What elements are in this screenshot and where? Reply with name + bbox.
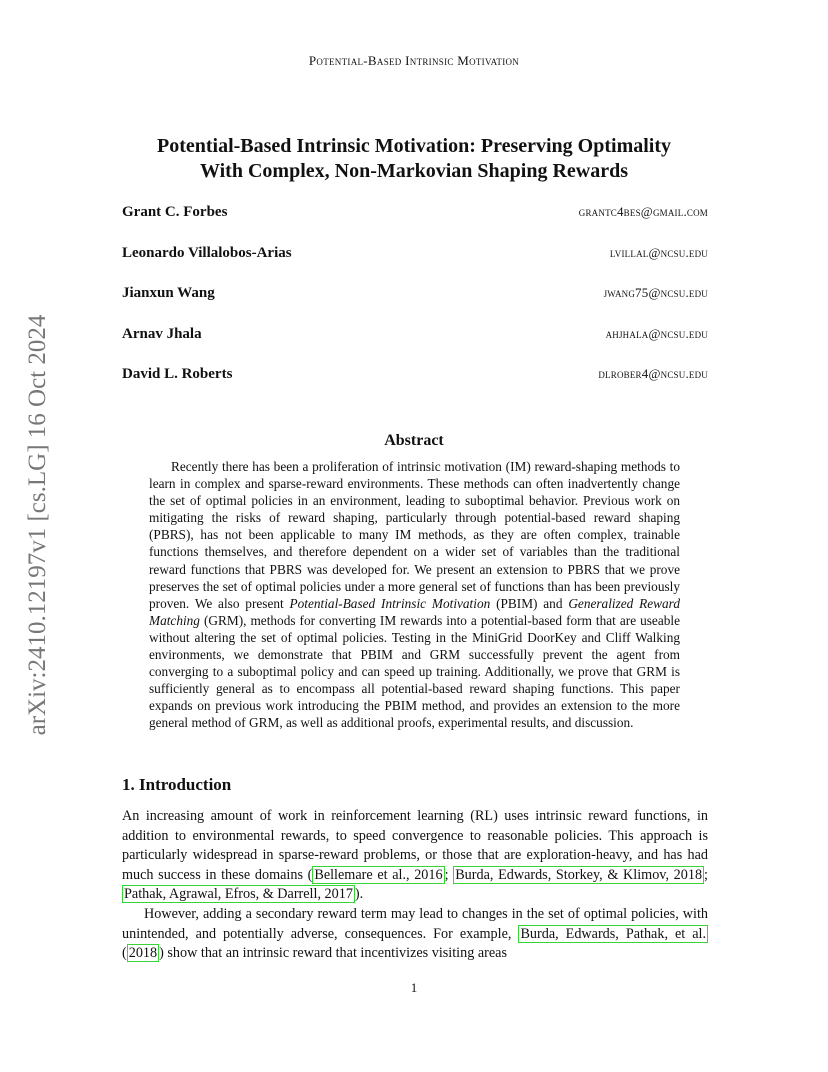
author-email: dlrober4@ncsu.edu bbox=[598, 366, 708, 381]
abstract-part-1: Recently there has been a proliferation of intrinsic motivation (IM) reward-shaping methods to learn in complex and sparse-reward environments. These methods can often inadvertently change the set of optimal policies in an environment, leading to suboptimal behavior. Previous work on mitigating the risks of reward shaping, particularly through potential-based reward shaping (PBRS), has not been applicable to many IM methods, as they are often complex, trainable functions themselves, and therefore dependent on a wider set of variables than the traditional reward functions that PBRS was developed for. We present an extension to PBRS that we prove preserves the set of optimal policies under a more general set of functions than has been previously proven. We also present bbox=[149, 459, 680, 611]
intro-paragraph-2 bbox=[122, 905, 708, 964]
citation-link[interactable]: 2018 bbox=[128, 945, 158, 962]
author-row bbox=[122, 366, 708, 407]
citation-separator: ; bbox=[444, 866, 454, 883]
citation-separator: ; bbox=[704, 866, 708, 883]
intro-text: ) show that an intrinsic reward that incentivizes visiting areas bbox=[159, 945, 507, 962]
intro-text: However, adding a secondary reward term may lead to changes in the set of optimal policies, with unintended, and potentially adverse, consequences. For example, bbox=[122, 905, 708, 942]
author-name: Grant C. Forbes bbox=[122, 204, 228, 220]
intro-text: ). bbox=[354, 886, 364, 903]
title-line-1: Potential-Based Intrinsic Motivation: Preserving Optimality bbox=[156, 135, 672, 157]
title-line-2: With Complex, Non-Markovian Shaping Rewards bbox=[199, 160, 629, 182]
author-list bbox=[122, 204, 708, 407]
author-email: grantc4bes@gmail.com bbox=[578, 204, 708, 219]
arxiv-identifier: arXiv:2410.12197v1 [cs.LG] 16 Oct 2024 bbox=[24, 314, 51, 736]
abstract-emphasis-grm: Generalized Reward Matching bbox=[149, 595, 681, 628]
citation-link[interactable]: Burda, Edwards, Storkey, & Klimov, 2018 bbox=[455, 866, 703, 883]
abstract-emphasis-pbim: Potential-Based Intrinsic Motivation bbox=[289, 595, 491, 611]
abstract-part-3: (GRM), methods for converting IM rewards into a potential-based form that are useable without altering the set of optimal policies. Testing in the MiniGrid DoorKey and Cliff Walking environments, we demonstrate that PBIM and GRM successfully prevent the agent from converging to a suboptimal policy and can speed up training. Additionally, we prove that GRM is sufficiently general as to encompass all potential-based reward shaping functions. This paper expands on previous work introducing the PBIM method, and provides an extension to the more general method of GRM, as well as additional proofs, experimental results, and discussion. bbox=[149, 612, 680, 731]
section-heading-introduction: 1. Introduction bbox=[122, 775, 232, 794]
abstract-heading: Abstract bbox=[384, 432, 444, 449]
abstract-text bbox=[149, 458, 680, 732]
intro-text: An increasing amount of work in reinforcement learning (RL) uses intrinsic reward functions, in addition to environmental rewards, to speed convergence to reasonable policies. This approach is particularly widespread in sparse-reward problems, or those that are exploration-heavy, and has had much success in these domains ( bbox=[122, 808, 708, 883]
author-name: David L. Roberts bbox=[122, 366, 233, 382]
author-row bbox=[122, 245, 708, 286]
author-row bbox=[122, 326, 708, 367]
citation-link[interactable]: Pathak, Agrawal, Efros, & Darrell, 2017 bbox=[124, 886, 353, 903]
intro-paragraph-1 bbox=[122, 807, 708, 905]
author-row bbox=[122, 285, 708, 326]
author-email: ahjhala@ncsu.edu bbox=[605, 325, 708, 341]
author-name: Arnav Jhala bbox=[122, 325, 202, 342]
author-name: Jianxun Wang bbox=[122, 285, 215, 301]
author-name: Leonardo Villalobos-Arias bbox=[122, 244, 292, 261]
author-row bbox=[122, 204, 708, 245]
intro-text: ( bbox=[122, 945, 127, 962]
introduction-body bbox=[122, 807, 708, 964]
abstract-part-2: (PBIM) and bbox=[490, 595, 569, 611]
paper-title bbox=[110, 134, 718, 184]
author-email: jwang75@ncsu.edu bbox=[603, 285, 708, 300]
citation-link[interactable]: Bellemare et al., 2016 bbox=[314, 866, 443, 883]
page-number: 1 bbox=[410, 980, 418, 995]
author-email: lvillal@ncsu.edu bbox=[609, 244, 708, 260]
arxiv-side-stamp bbox=[18, 290, 58, 760]
citation-link[interactable]: Burda, Edwards, Pathak, et al. bbox=[520, 925, 707, 942]
running-head: Potential-Based Intrinsic Motivation bbox=[308, 53, 520, 68]
